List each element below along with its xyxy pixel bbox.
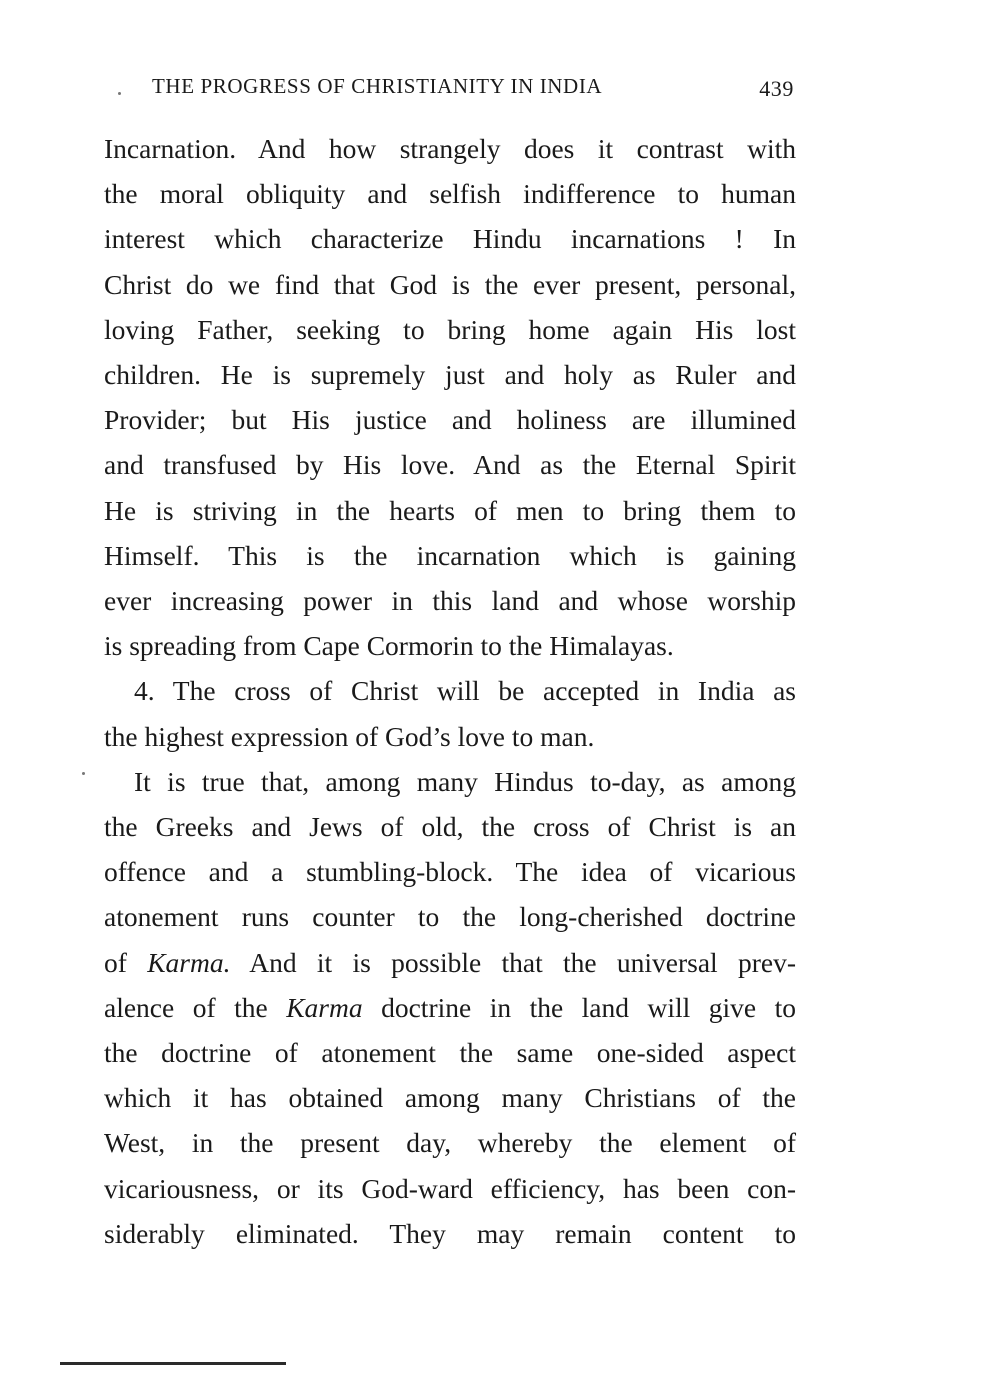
text-line: the Greeks and Jews of old, the cross of Christ is an (104, 811, 796, 843)
text-run: doctrine in the land will give to (362, 991, 797, 1023)
running-title: THE PROGRESS OF CHRISTIANITY IN INDIA (152, 74, 603, 98)
text-line: He is striving in the hearts of men to bring them to (104, 494, 796, 526)
text-line: It is true that, among many Hindus to-day, as among (134, 765, 796, 797)
text-line: ever increasing power in this land and whose worship (104, 585, 796, 617)
text-line: the moral obliquity and selfish indifference to human (104, 178, 796, 210)
text-line: the highest expression of God’s love to man. (104, 720, 595, 752)
karma-italic: Karma. (147, 946, 231, 978)
text-line (104, 940, 796, 985)
paragraph-2 (104, 668, 796, 758)
text-line: which it has obtained among many Christians of the (104, 1082, 796, 1114)
text-line: children. He is supremely just and holy as Ruler and (104, 359, 796, 391)
text-line: vicariousness, or its God-ward efficiency, has been con- (104, 1172, 796, 1204)
text-line: Incarnation. And how strangely does it contrast with (104, 133, 796, 164)
print-speck (118, 92, 121, 95)
text-line: 4. The cross of Christ will be accepted in India as (134, 675, 796, 707)
text-run: of (104, 946, 148, 978)
text-line: Christ do we find that God is the ever present, personal, (104, 268, 796, 300)
text-line: atonement runs counter to the long-cherished doctrine (104, 901, 796, 933)
print-speck (82, 772, 85, 775)
text-line: siderably eliminated. They may remain content to (104, 1217, 796, 1249)
text-line: Provider; but His justice and holiness are illumined (104, 404, 796, 436)
text-line: loving Father, seeking to bring home again His lost (104, 313, 796, 345)
text-line (104, 985, 796, 1030)
print-edge-mark (60, 1362, 286, 1365)
text-line: interest which characterize Hindu incarnations ! In (104, 223, 796, 255)
text-line: is spreading from Cape Cormorin to the Himalayas. (104, 630, 674, 662)
text-run: And it is possible that the universal prev- (230, 946, 796, 978)
paragraph-3 (104, 759, 796, 1256)
karma-italic: Karma (286, 991, 363, 1023)
page-number: 439 (759, 76, 794, 101)
body-text (104, 126, 796, 1256)
text-run: alence of the (104, 991, 287, 1023)
text-line: the doctrine of atonement the same one-sided aspect (104, 1037, 796, 1069)
paragraph-1 (104, 126, 796, 668)
text-line: West, in the present day, whereby the element of (104, 1127, 796, 1159)
text-line: Himself. This is the incarnation which is gaining (104, 539, 796, 571)
text-line: and transfused by His love. And as the Eternal Spirit (104, 449, 796, 481)
text-line: offence and a stumbling-block. The idea of vicarious (104, 856, 796, 888)
running-head (104, 70, 796, 106)
